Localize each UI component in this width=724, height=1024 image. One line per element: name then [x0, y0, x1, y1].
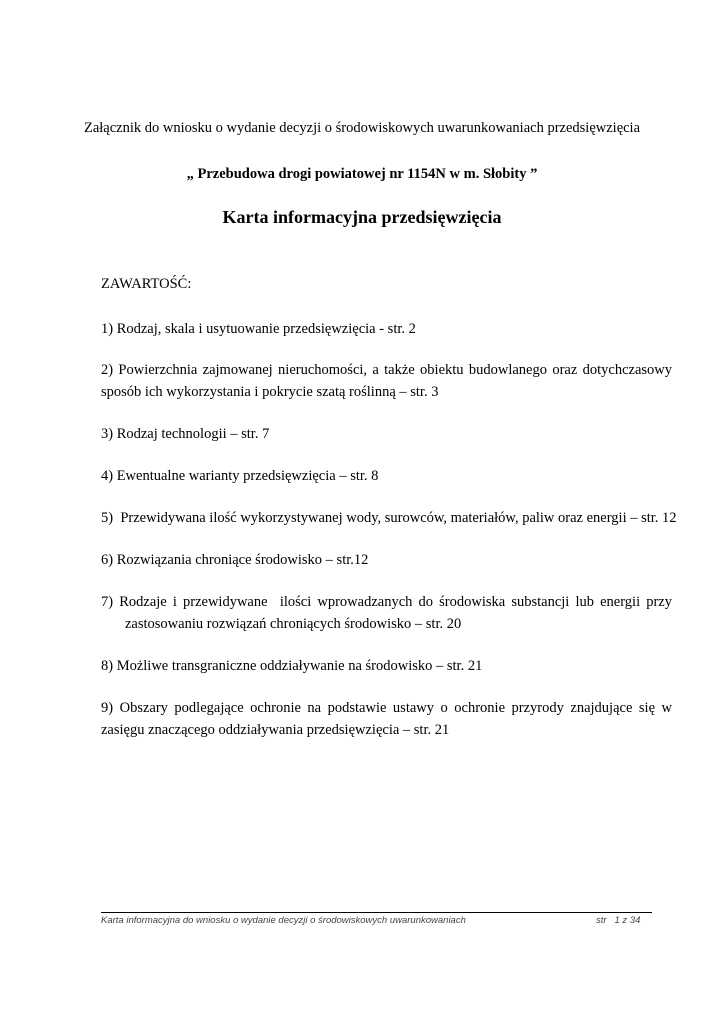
- attachment-title: Załącznik do wniosku o wydanie decyzji o środowiskowych uwarunkowaniach przedsięwzięcia: [83, 120, 641, 136]
- contents-item-6: 6) Rozwiązania chroniące środowisko – str.12: [101, 552, 369, 568]
- contents-item-1: 1) Rodzaj, skala i usytuowanie przedsięwzięcia - str. 2: [101, 321, 416, 337]
- footer-divider: [101, 912, 652, 913]
- contents-item-4: 4) Ewentualne warianty przedsięwzięcia – str. 8: [101, 468, 379, 484]
- document-title: Karta informacyjna przedsięwzięcia: [222, 207, 502, 227]
- contents-item-2: 2) Powierzchnia zajmowanej nieruchomości, a także obiektu budowlanego oraz dotychczasowy sposób ich wykorzystania i pokrycie szatą roślinną – str. 3: [101, 362, 672, 400]
- project-title: „ Przebudowa drogi powiatowej nr 1154N w m. Słobity ”: [186, 166, 538, 182]
- page-number: str 1 z 34: [596, 915, 641, 926]
- contents-item-3: 3) Rodzaj technologii – str. 7: [101, 426, 270, 442]
- contents-item-9: 9) Obszary podlegające ochronie na podstawie ustawy o ochronie przyrody znajdujące się w zasięgu znaczącego oddziaływania przedsięwzięcia – str. 21: [101, 700, 672, 738]
- contents-item-7: [101, 591, 672, 635]
- contents-item-7-line1: 7) Rodzaje i przewidywane ilości wprowadzanych do środowiska substancji lub energii przy: [101, 594, 672, 610]
- contents-item-8: 8) Możliwe transgraniczne oddziaływanie na środowisko – str. 21: [101, 658, 483, 674]
- contents-item-7-line2: zastosowaniu rozwiązań chroniących środowisko – str. 20: [125, 616, 462, 632]
- contents-heading: ZAWARTOŚĆ:: [101, 276, 192, 292]
- contents-item-5: 5) Przewidywana ilość wykorzystywanej wody, surowców, materiałów, paliw oraz energii – str. 12: [101, 510, 677, 526]
- footer-text: Karta informacyjna do wniosku o wydanie decyzji o środowiskowych uwarunkowaniach: [101, 915, 466, 926]
